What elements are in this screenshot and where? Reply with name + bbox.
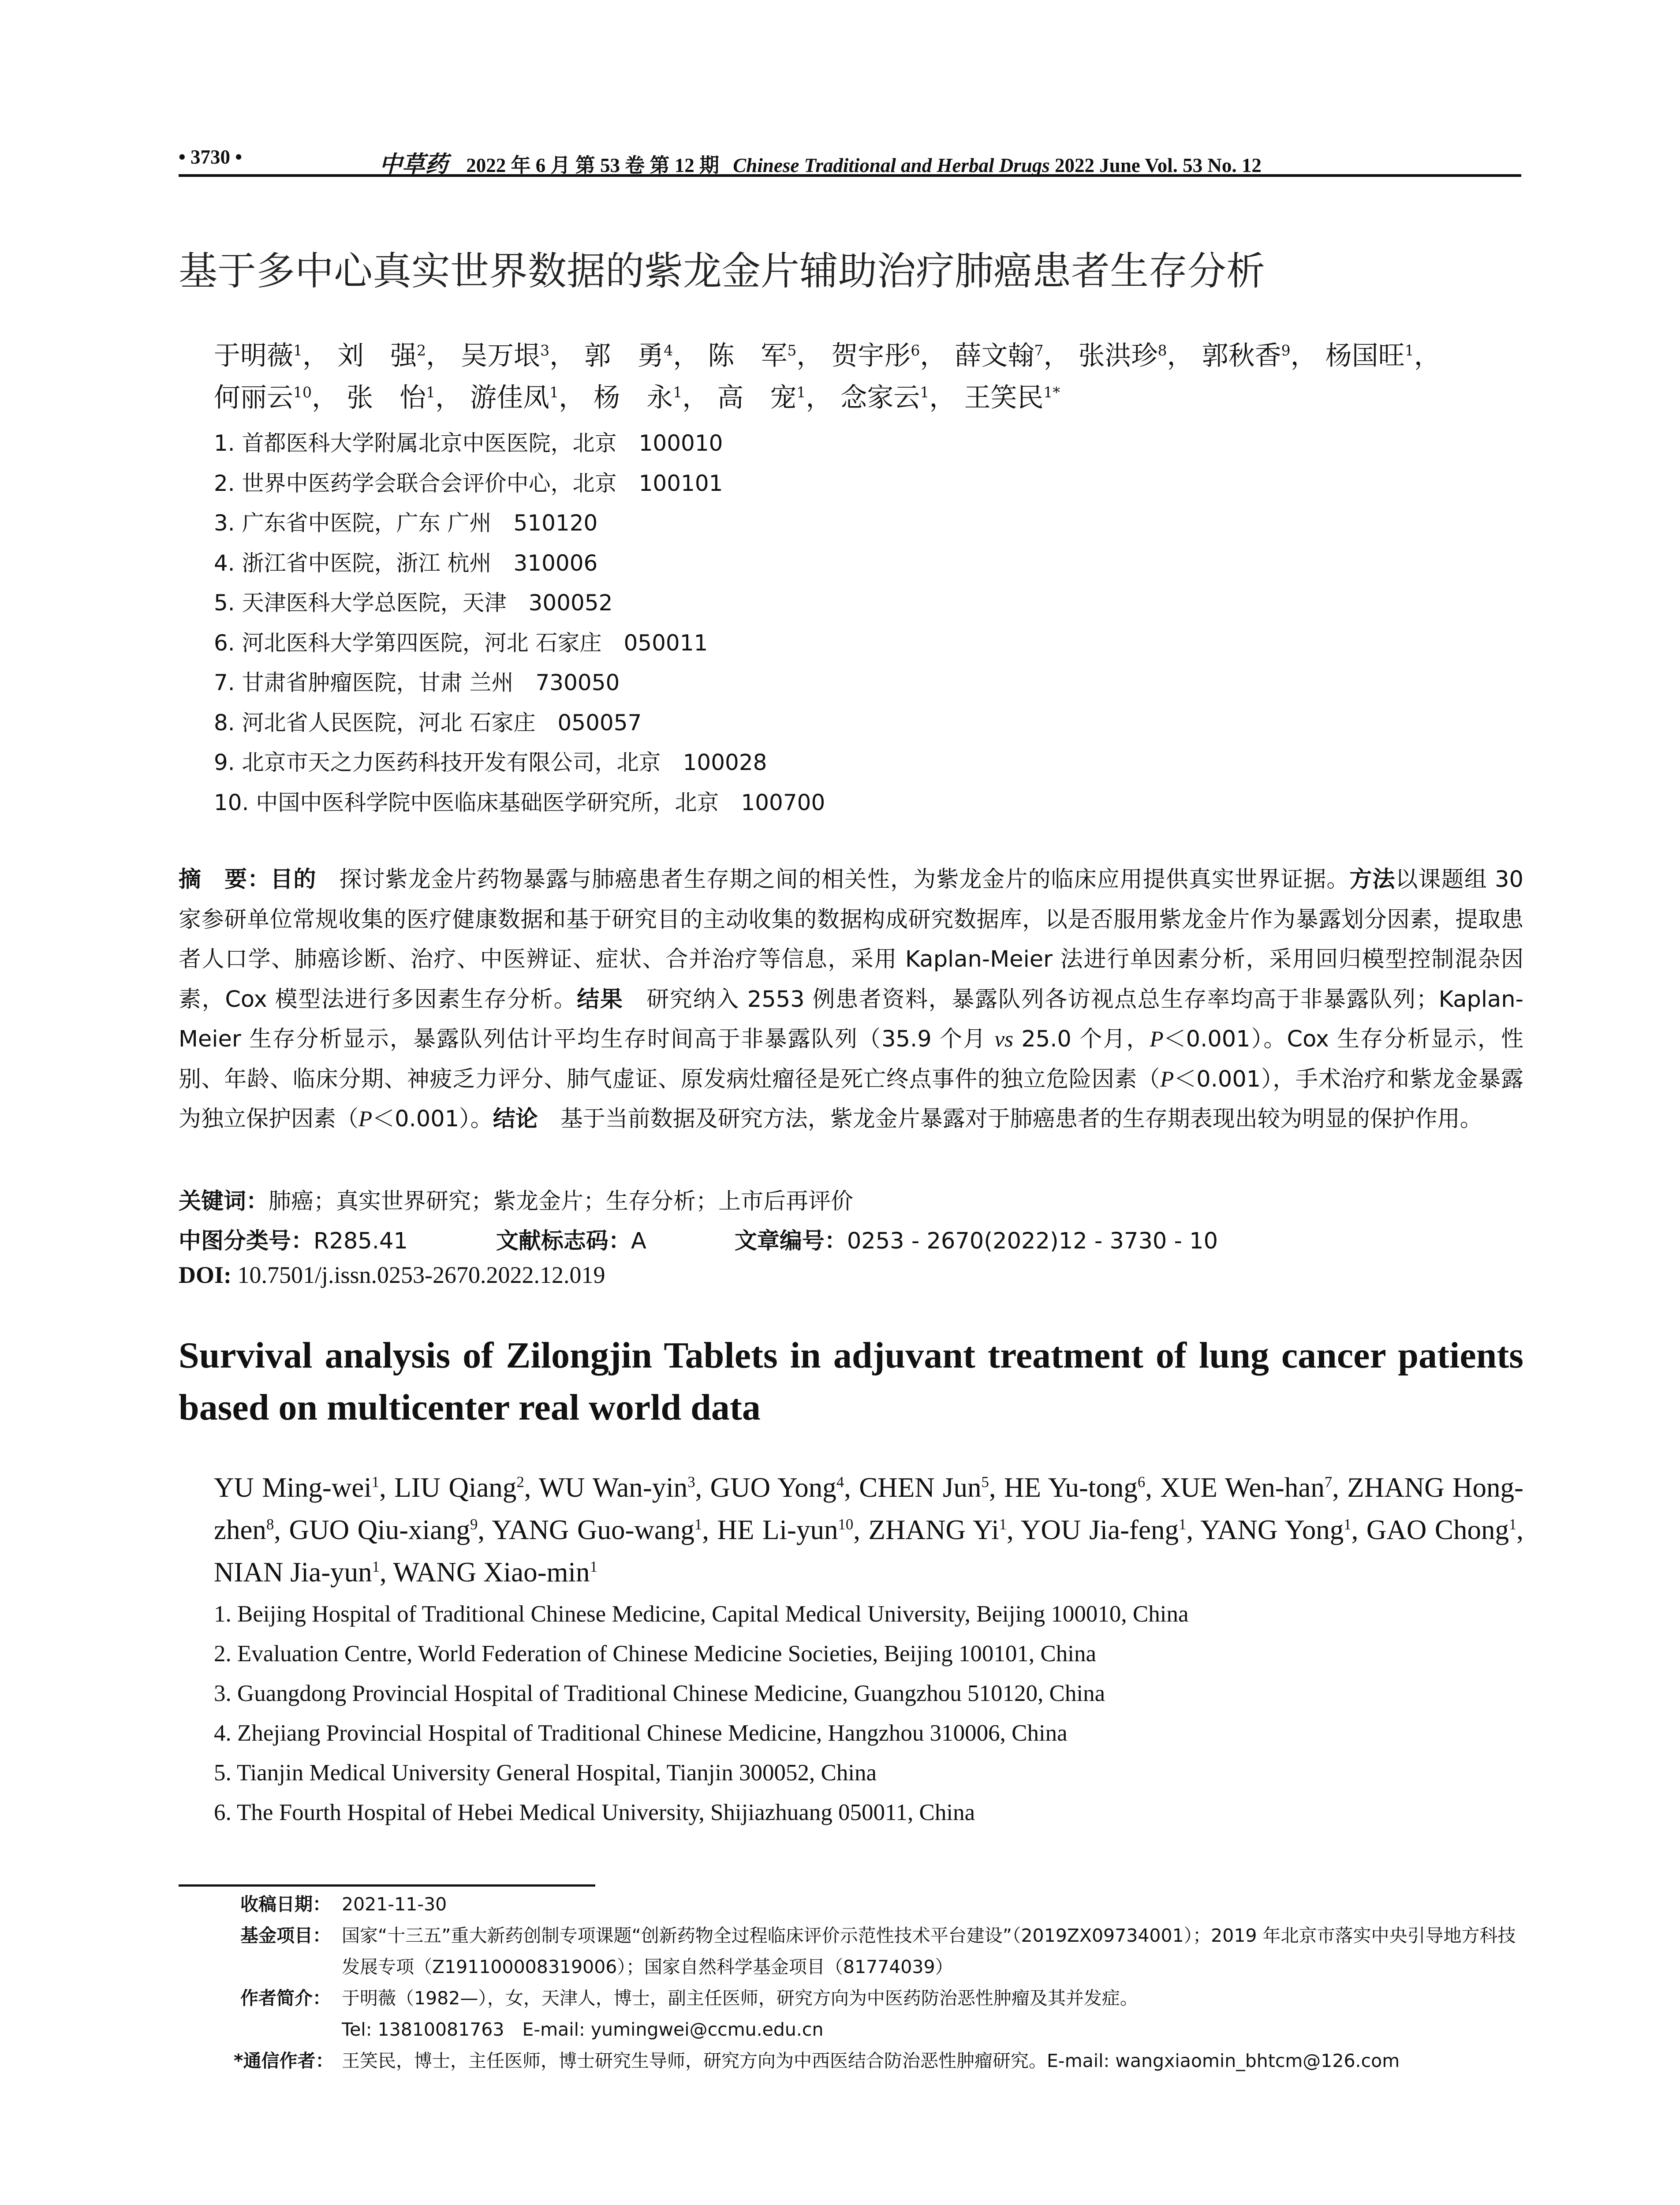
results-text: 研究纳入 2553 例患者资料，暴露队列各访视点总生存率均高于非暴露队列；Kaplan-Meier 生存分析显示，暴露队列估计平均生存时间高于非暴露队列（35.9 个月 (179, 986, 1523, 1052)
corresponding-label: *通信作者： (234, 2050, 334, 2071)
author-affil-sup: 2 (516, 1474, 524, 1491)
affiliation-item: 8. 河北省人民医院，河北 石家庄 050057 (214, 710, 642, 736)
author-name-en: GUO Yong (710, 1472, 836, 1503)
author-affil-sup: 2 (417, 342, 426, 359)
results-text: ＜0.001），手术治疗和紫龙金暴露为独立保护因素（ (179, 1066, 1523, 1132)
affiliation-item-en: 6. The Fourth Hospital of Hebei Medical University, Shijiazhuang 050011, China (214, 1800, 975, 1825)
author-name-en: ZHANG Yi (868, 1514, 999, 1545)
author-affil-sup: 3 (540, 342, 550, 359)
journal-logo-cn: 中草药 (379, 151, 448, 178)
author-bio-value: 于明薇（1982—），女，天津人，博士，副主任医师，研究方向为中医药防治恶性肿瘤及其并发症。 (342, 1988, 1138, 2009)
doi-value[interactable]: 10.7501/j.issn.0253-2670.2022.12.019 (237, 1262, 605, 1288)
author-affil-sup: 1 (1508, 1516, 1517, 1533)
article-number-value: 0253 - 2670(2022)12 - 3730 - 10 (847, 1228, 1218, 1254)
author-name-en: YOU Jia-feng (1021, 1514, 1179, 1545)
journal-info (379, 146, 1262, 179)
author-line-1: 于明薇$^1$， 刘 强$^2$， 吴万垠$^3$， 郭 勇$^4$， 陈 军$^5$， 贺宇彤$^6$， 薛文翰$^7$， 张洪珍$^8$， 郭秋香$^9$， 杨国旺$^1$， (214, 340, 1441, 371)
affiliation-item: 6. 河北医科大学第四医院，河北 石家庄 050011 (214, 630, 708, 656)
received-value: 2021-11-30 (342, 1894, 447, 1915)
author-name: 念家云 (840, 382, 920, 413)
author-affil-sup: 1 (372, 1558, 380, 1575)
author-name: 郭 勇 (584, 340, 664, 371)
author-bio-label: 作者简介： (240, 1988, 331, 2009)
author-name-en: XUE Wen-han (1160, 1472, 1325, 1503)
author-list-cn (214, 335, 1523, 419)
p-italic: P (1160, 1067, 1174, 1092)
doc-code-value: A (631, 1228, 646, 1254)
author-line-2: 何丽云$^{10}$， 张 怡$^1$， 游佳凤$^1$， 杨 永$^1$， 高 宠$^1$， 念家云$^1$， 王笑民$^{1*}$ (214, 382, 1060, 413)
author-affil-sup: 4 (836, 1474, 844, 1491)
affiliation-item: 3. 广东省中医院，广东 广州 510120 (214, 510, 598, 536)
classification-line (179, 1222, 1218, 1255)
author-name: 郭秋香 (1202, 340, 1281, 371)
author-name-en: GUO Qiu-xiang (289, 1514, 470, 1545)
author-name: 王笑民 (964, 382, 1044, 413)
vs-italic: vs (994, 1027, 1013, 1052)
author-affil-sup: 1 (1179, 1516, 1187, 1533)
keywords-text: 肺癌；真实世界研究；紫龙金片；生存分析；上市后再评价 (269, 1188, 854, 1215)
issue-cn: 2022 年 6 月 第 53 卷 第 12 期 (466, 154, 720, 176)
author-name-en: WANG Xiao-min (393, 1557, 590, 1588)
author-affil-sup: 7 (1034, 342, 1044, 359)
doi-label: DOI: (179, 1262, 231, 1288)
doi-line (179, 1261, 605, 1289)
author-name: 张 怡 (347, 382, 426, 413)
author-affil-sup: 1 (796, 384, 806, 401)
author-contact (214, 2014, 1523, 2045)
affiliation-item: 7. 甘肃省肿瘤医院，甘肃 兰州 730050 (214, 670, 620, 695)
author-name: 张洪珍 (1078, 340, 1158, 371)
author-name-en: HE Li-yun (717, 1514, 838, 1545)
corresponding-author (214, 2045, 1523, 2077)
author-affil-sup: 5 (981, 1474, 989, 1491)
keywords-line (179, 1183, 853, 1215)
affiliation-item-en: 3. Guangdong Provincial Hospital of Traditional Chinese Medicine, Guangzhou 510120, China (214, 1681, 1105, 1706)
author-affil-sup: 6 (1137, 1474, 1146, 1491)
clc-value: R285.41 (314, 1228, 408, 1254)
author-affil-sup: 1 (1344, 1516, 1351, 1533)
author-affil-sup: 1 (426, 384, 436, 401)
affiliations-en (214, 1594, 1523, 1832)
author-name: 陈 军 (708, 340, 788, 371)
fund-info (214, 1920, 1523, 1983)
affiliation-item: 5. 天津医科大学总医院，天津 300052 (214, 590, 613, 616)
author-name: 游佳凤 (470, 382, 550, 413)
author-contact-value: Tel: 13810081763 E-mail: yumingwei@ccmu.edu.cn (342, 2019, 824, 2040)
author-name: 贺宇彤 (831, 340, 911, 371)
author-name: 薛文翰 (955, 340, 1034, 371)
article-title-en: Survival analysis of Zilongjin Tablets in adjuvant treatment of lung cancer patients based on multicenter real world data (179, 1335, 1523, 1428)
affiliation-item: 4. 浙江省中医院，浙江 杭州 310006 (214, 550, 598, 576)
author-affil-sup: 6 (911, 342, 920, 359)
page-number: • 3730 • (179, 146, 243, 168)
author-name: 吴万垠 (461, 340, 541, 371)
fund-label: 基金项目： (240, 1925, 331, 1946)
conclusion-text: 基于当前数据及研究方法，紫龙金片暴露对于肺癌患者的生存期表现出较为明显的保护作用。 (560, 1106, 1482, 1132)
journal-name-en: Chinese Traditional and Herbal Drugs (733, 154, 1050, 176)
affiliation-item: 9. 北京市天之力医药科技开发有限公司，北京 100028 (214, 750, 767, 775)
objective-label: 目的 (270, 867, 317, 893)
author-affil-sup: 10 (293, 384, 312, 401)
corresponding-value: 王笑民，博士，主任医师，博士研究生导师，研究方向为中西医结合防治恶性肿瘤研究。E-mail: wangxiaomin_bhtcm@126.com (342, 2050, 1400, 2071)
author-name-en: LIU Qiang (394, 1472, 517, 1503)
author-affil-sup: 5 (787, 342, 797, 359)
author-name: 杨 永 (594, 382, 673, 413)
author-affil-sup: 1 (1404, 342, 1414, 359)
author-name-en: GAO Chong (1366, 1514, 1509, 1545)
affiliation-item: 2. 世界中医药学会联合会评价中心，北京 100101 (214, 470, 723, 496)
methods-label: 方法 (1349, 867, 1396, 893)
clc-label: 中图分类号： (179, 1228, 314, 1254)
conclusion-label: 结论 (493, 1106, 538, 1132)
author-name-en: WU Wan-yin (538, 1472, 688, 1503)
footnote-divider (179, 1884, 595, 1887)
author-name: 何丽云 (214, 382, 293, 413)
author-affil-sup: 1 (371, 1474, 380, 1491)
doc-code-label: 文献标志码： (496, 1228, 631, 1254)
author-name: 刘 强 (337, 340, 417, 371)
affiliation-item: 1. 首都医科大学附属北京中医医院，北京 100010 (214, 430, 723, 456)
author-affil-sup: 7 (1324, 1474, 1333, 1491)
author-name: 高 宠 (717, 382, 797, 413)
results-label: 结果 (577, 986, 623, 1013)
author-name-en: HE Yu-tong (1004, 1472, 1138, 1503)
author-name-en: YANG Yong (1200, 1514, 1344, 1545)
author-name-en: YU Ming-wei (214, 1472, 372, 1503)
author-affil-sup: 1 (590, 1558, 597, 1575)
results-text: ＜0.001）。 (372, 1106, 493, 1132)
fund-value: 国家“十三五”重大新药创制专项课题“创新药物全过程临床评价示范性技术平台建设”（2019ZX09734001）；2019 年北京市落实中央引导地方科技发展专项（Z191100008319006）；国家自然科学基金项目（81774039） (342, 1925, 1516, 1977)
author-affil-sup: 1 (999, 1516, 1007, 1533)
author-name-en: YANG Guo-wang (492, 1514, 694, 1545)
issue-en: 2022 June Vol. 53 No. 12 (1055, 154, 1262, 176)
author-affil-sup: 1* (1043, 384, 1060, 401)
author-name-en: NIAN Jia-yun (214, 1557, 372, 1588)
author-name-en: ZHANG Hong-zhen (214, 1472, 1524, 1545)
author-name-en: CHEN Jun (859, 1472, 982, 1503)
results-text: ＜0.001）。Cox 生存分析显示，性别、年龄、临床分期、神疲乏力评分、肺气虚证、原发病灶瘤径是死亡终点事件的独立危险因素（ (179, 1026, 1523, 1092)
author-name: 于明薇 (214, 340, 293, 371)
author-affil-sup: 1 (673, 384, 683, 401)
author-affil-sup: 8 (1157, 342, 1167, 359)
objective-text: 探讨紫龙金片药物暴露与肺癌患者生存期之间的相关性，为紫龙金片的临床应用提供真实世界证据。 (339, 867, 1350, 893)
received-label: 收稿日期： (240, 1894, 331, 1915)
author-affil-sup: 9 (1281, 342, 1291, 359)
affiliation-item-en: 4. Zhejiang Provincial Hospital of Traditional Chinese Medicine, Hangzhou 310006, China (214, 1720, 1068, 1746)
author-affil-sup: 3 (687, 1474, 695, 1491)
affiliations-cn (214, 423, 1523, 822)
author-affil-sup: 1 (549, 384, 559, 401)
author-affil-sup: 4 (664, 342, 673, 359)
results-text: 25.0 个月， (1013, 1026, 1150, 1052)
affiliation-item-en: 2. Evaluation Centre, World Federation of Chinese Medicine Societies, Beijing 100101, China (214, 1641, 1097, 1667)
author-affil-sup: 10 (838, 1516, 854, 1533)
author-affil-sup: 1 (293, 342, 302, 359)
author-affil-sup: 1 (920, 384, 930, 401)
abstract-label: 摘 要： (179, 867, 271, 893)
article-title-cn: 基于多中心真实世界数据的紫龙金片辅助治疗肺癌患者生存分析 (179, 248, 1266, 294)
author-affil-sup: 9 (470, 1516, 478, 1533)
abstract-cn (179, 860, 1523, 1140)
received-date (214, 1889, 1523, 1920)
article-number-label: 文章编号： (734, 1228, 847, 1254)
author-bio (214, 1983, 1523, 2014)
author-list-en: YU Ming-wei$^1$, LIU Qiang$^2$, WU Wan-yin$^3$, GUO Yong$^4$, CHEN Jun$^5$, HE Yu-tong$^6$, XUE Wen-han$^7$, ZHANG Hong-zhen$^8$, GUO Qiu-xiang$^9$, YANG Guo-wang$^1$, HE Li-yun$^{10}$, ZHANG Yi$^1$, YOU Jia-feng$^1$, YANG Yong$^1$, GAO Chong$^1$, NIAN Jia-yun$^1$, WANG Xiao-$\min^1$ (214, 1472, 1524, 1588)
keywords-label: 关键词： (179, 1188, 269, 1215)
author-affil-sup: 1 (694, 1516, 702, 1533)
p-italic: P (358, 1107, 373, 1132)
p-italic: P (1150, 1027, 1164, 1052)
affiliation-item: 10. 中国中医科学院中医临床基础医学研究所，北京 100700 (214, 789, 825, 815)
methods-text: 以课题组 30 家参研单位常规收集的医疗健康数据和基于研究目的主动收集的数据构成研究数据库，以是否服用紫龙金片作为暴露划分因素，提取患者人口学、肺癌诊断、治疗、中医辨证、症状、合并治疗等信息，采用 Kaplan-Meier 法进行单因素分析，采用回归模型控制混杂因素，Cox 模型法进行多因素生存分析。 (179, 867, 1523, 1013)
affiliation-item-en: 5. Tianjin Medical University General Hospital, Tianjin 300052, China (214, 1760, 877, 1786)
affiliation-item-en: 1. Beijing Hospital of Traditional Chinese Medicine, Capital Medical University, Beijing 100010, China (214, 1601, 1189, 1627)
author-name: 杨国旺 (1325, 340, 1405, 371)
running-header (179, 141, 1521, 177)
footnotes (214, 1889, 1523, 2077)
author-affil-sup: 8 (266, 1516, 274, 1533)
